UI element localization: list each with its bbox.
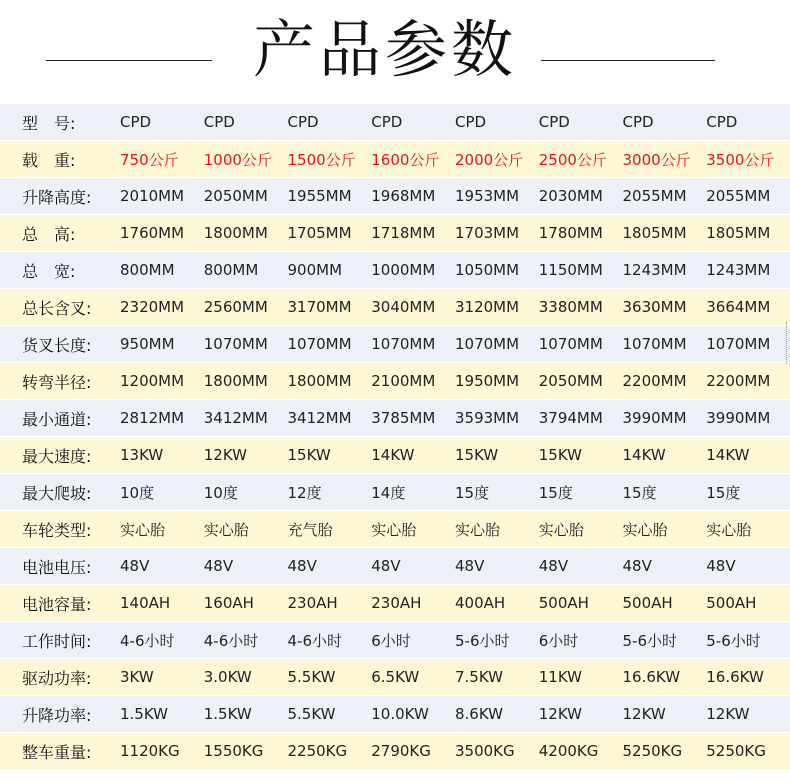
table-cell: 15KW [538,446,582,464]
table-cell: 3120MM [455,298,520,316]
row-label: 货叉长度: [22,335,92,355]
table-cell: 12KW [622,705,666,723]
title-rule-left [46,60,212,61]
table-cell: 230AH [371,594,422,612]
table-cell: 4-6小时 [203,631,259,650]
table-cell: 15度 [538,483,573,502]
table-cell: 48V [371,557,401,575]
table-cell: 15KW [455,446,499,464]
table-cell: 48V [706,557,736,575]
table-cell: 2320MM [120,298,185,316]
table-row [0,511,790,548]
table-cell: 800MM [120,261,175,279]
table-cell: CPD [287,113,319,131]
table-row [0,696,790,733]
table-cell: CPD [706,113,738,131]
row-label: 最小通道: [22,409,92,429]
table-cell: 实心胎 [622,520,668,539]
table-cell: 1070MM [455,335,520,353]
table-cell: 13KW [120,446,164,464]
table-cell: 1953MM [455,187,520,205]
table-cell: 8.6KW [455,705,503,723]
row-label: 转弯半径: [22,372,92,392]
table-cell: 48V [455,557,485,575]
table-cell: 1500公斤 [287,150,356,169]
table-row [0,548,790,585]
table-row [0,659,790,696]
table-cell: 3785MM [371,409,436,427]
table-cell: CPD [622,113,654,131]
table-cell: 230AH [287,594,338,612]
row-label: 载 重: [22,150,76,170]
table-cell: 48V [120,557,150,575]
table-cell: 10度 [120,483,155,502]
table-cell: 1070MM [287,335,352,353]
table-cell: CPD [120,113,152,131]
table-cell: 2812MM [120,409,185,427]
table-cell: 1950MM [455,372,520,390]
table-row [0,215,790,252]
table-cell: 2500公斤 [538,150,607,169]
table-cell: CPD [455,113,487,131]
table-row [0,104,790,141]
row-label: 型 号: [22,113,76,133]
table-cell: 800MM [203,261,259,279]
table-cell: 3500公斤 [706,150,775,169]
table-cell: 6小时 [371,631,411,650]
table-cell: 2560MM [203,298,268,316]
table-cell: 1805MM [622,224,687,242]
table-cell: 3412MM [287,409,352,427]
table-cell: 2200MM [706,372,771,390]
table-row [0,474,790,511]
table-cell: 3593MM [455,409,520,427]
title-rule-right [541,60,715,61]
table-cell: 1955MM [287,187,352,205]
table-cell: 1600公斤 [371,150,440,169]
table-cell: 1120KG [120,742,180,760]
table-row [0,326,790,363]
table-cell: 实心胎 [203,520,249,539]
table-cell: 1243MM [622,261,687,279]
table-cell: 12度 [287,483,322,502]
table-cell: 充气胎 [287,520,333,539]
spec-table [0,104,790,770]
table-row [0,363,790,400]
table-cell: 5.5KW [287,668,336,686]
table-cell: 48V [203,557,234,575]
table-cell: 5.5KW [287,705,336,723]
table-cell: 3630MM [622,298,687,316]
table-cell: 5250KG [622,742,683,760]
table-cell: 2000公斤 [455,150,524,169]
table-cell: 3000公斤 [622,150,691,169]
table-cell: 1070MM [203,335,268,353]
table-cell: 1000公斤 [203,150,272,169]
table-row [0,622,790,659]
table-cell: 3380MM [538,298,603,316]
table-cell: 12KW [538,705,582,723]
table-cell: 14KW [622,446,666,464]
table-cell: 1760MM [120,224,185,242]
row-label: 驱动功率: [22,668,92,688]
table-cell: 2030MM [538,187,603,205]
table-cell: 1070MM [538,335,603,353]
table-cell: 1.5KW [203,705,252,723]
table-cell: 1703MM [455,224,520,242]
table-cell: 48V [287,557,317,575]
table-cell: 3170MM [287,298,352,316]
edge-mark [786,322,790,364]
table-cell: 1968MM [371,187,436,205]
table-cell: 750公斤 [120,150,179,169]
table-cell: 3KW [120,668,154,686]
table-cell: 950MM [120,335,175,353]
table-cell: 500AH [706,594,757,612]
table-cell: 3990MM [706,409,771,427]
table-cell: 900MM [287,261,343,279]
table-cell: 5250KG [706,742,766,760]
row-label: 工作时间: [22,631,92,651]
table-cell: 3.0KW [203,668,252,686]
table-row [0,585,790,622]
table-row [0,141,790,178]
table-cell: 1070MM [371,335,436,353]
table-cell: CPD [538,113,570,131]
table-cell: 400AH [455,594,506,612]
table-cell: 4-6小时 [287,631,342,650]
table-cell: 1780MM [538,224,603,242]
table-cell: 4-6小时 [120,631,175,650]
table-cell: 3040MM [371,298,436,316]
table-row [0,400,790,437]
table-cell: 48V [538,557,569,575]
table-cell: 1243MM [706,261,771,279]
table-cell: 14度 [371,483,406,502]
table-cell: 1070MM [706,335,771,353]
table-cell: 1800MM [203,224,268,242]
table-cell: 2010MM [120,187,185,205]
row-label: 升降高度: [22,187,92,207]
table-cell: 15度 [455,483,490,502]
table-cell: 3664MM [706,298,771,316]
row-label: 总长含叉: [22,298,92,318]
row-label: 整车重量: [22,742,92,762]
table-cell: 500AH [622,594,673,612]
table-cell: 3990MM [622,409,687,427]
row-label: 总 宽: [22,261,76,281]
table-cell: 7.5KW [455,668,503,686]
row-label: 电池容量: [22,594,92,614]
table-cell: 15度 [706,483,741,502]
table-row [0,252,790,289]
table-cell: 11KW [538,668,582,686]
table-cell: 14KW [706,446,750,464]
table-row [0,289,790,326]
page-title: 产品参数 [252,13,517,86]
table-cell: 5-6小时 [706,631,761,650]
table-row [0,733,790,770]
table-cell: 12KW [706,705,750,723]
row-label: 最大爬坡: [22,483,92,503]
table-cell: 5-6小时 [455,631,510,650]
table-cell: CPD [371,113,403,131]
table-cell: 2790KG [371,742,431,760]
table-cell: 10度 [203,483,238,502]
table-cell: 5-6小时 [622,631,677,650]
table-cell: 1150MM [538,261,603,279]
table-cell: 14KW [371,446,415,464]
row-label: 车轮类型: [22,520,92,540]
table-cell: 3794MM [538,409,603,427]
table-cell: 实心胎 [371,520,417,539]
table-cell: 2200MM [622,372,687,390]
table-cell: 15度 [622,483,657,502]
table-cell: 15KW [287,446,331,464]
table-cell: 1800MM [287,372,352,390]
row-label: 电池电压: [22,557,92,577]
table-cell: 6小时 [538,631,579,650]
table-cell: 2100MM [371,372,436,390]
table-cell: 10.0KW [371,705,429,723]
table-cell: 3412MM [203,409,268,427]
table-row [0,437,790,474]
table-cell: 12KW [203,446,247,464]
table-cell: 1705MM [287,224,352,242]
table-cell: 1718MM [371,224,436,242]
table-cell: 3500KG [455,742,515,760]
table-cell: 2055MM [706,187,771,205]
table-cell: 140AH [120,594,171,612]
table-cell: 实心胎 [455,520,501,539]
table-cell: 1.5KW [120,705,168,723]
table-cell: 1070MM [622,335,687,353]
table-row [0,178,790,215]
table-cell: 实心胎 [538,520,584,539]
table-cell: 48V [622,557,652,575]
row-label: 总 高: [22,224,76,244]
table-cell: 实心胎 [120,520,166,539]
page-header [0,0,790,102]
table-cell: 1805MM [706,224,771,242]
table-cell: 500AH [538,594,589,612]
table-cell: 160AH [203,594,254,612]
row-label: 最大速度: [22,446,92,466]
table-cell: 2050MM [538,372,603,390]
table-cell: 2055MM [622,187,687,205]
table-cell: 4200KG [538,742,599,760]
table-cell: 16.6KW [706,668,764,686]
table-cell: 1800MM [203,372,268,390]
table-cell: 16.6KW [622,668,681,686]
table-cell: 1000MM [371,261,436,279]
table-cell: 1200MM [120,372,185,390]
row-label: 升降功率: [22,705,92,725]
table-cell: 1050MM [455,261,520,279]
table-cell: 6.5KW [371,668,420,686]
table-cell: CPD [203,113,235,131]
table-cell: 2050MM [203,187,268,205]
table-cell: 2250KG [287,742,348,760]
table-cell: 1550KG [203,742,264,760]
table-cell: 实心胎 [706,520,752,539]
